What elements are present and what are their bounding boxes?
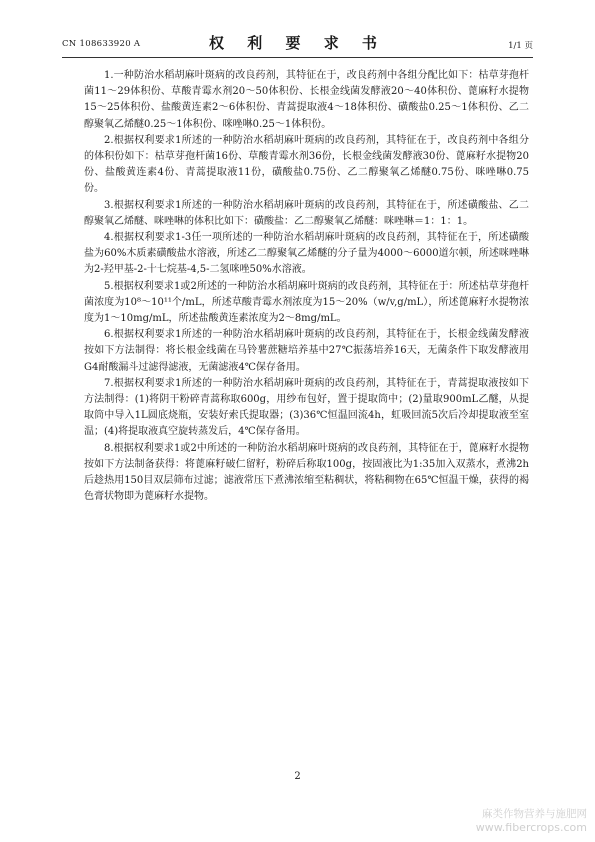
claim-2: 2.根据权利要求1所述的一种防治水稻胡麻叶斑病的改良药剂，其特征在于，改良药剂中各组分的体积份如下：枯草芽孢杆菌16份、草酸青霉水剂36份，长根金线菌发酵液30份、蓖麻籽水提物20份、盐酸黄连素4份、青蒿提取液11份，磺酸盐0.75份、乙二醇聚氧乙烯醚0.75份、咪唑啉0.75份。 xyxy=(84,134,529,195)
site-watermark xyxy=(476,807,587,835)
claim-4: 4.根据权利要求1-3任一项所述的一种防治水稻胡麻叶斑病的改良药剂，其特征在于，所述磺酸盐为60%木质素磺酸盐水溶液，所述乙二醇聚氧乙烯醚的分子量为4000～6000道尔顿，所述咪唑啉为2-羟甲基-2-十七烷基-4,5-二氢咪唑50%水溶液。 xyxy=(84,232,529,276)
page-number: 2 xyxy=(294,771,301,782)
claim-3: 3.根据权利要求1所述的一种防治水稻胡麻叶斑病的改良药剂，其特征在于，所述磺酸盐、乙二醇聚氧乙烯醚、咪唑啉的体积比如下：磺酸盐：乙二醇聚氧乙烯醚：咪唑啉＝1：1：1。 xyxy=(84,199,529,227)
page-header xyxy=(62,30,533,56)
claim-1: 1.一种防治水稻胡麻叶斑病的改良药剂，其特征在于，改良药剂中各组分配比如下：枯草芽孢杆菌11～29体积份、草酸青霉水剂20～50体积份、长根金线菌发酵液20～40体积份、蓖麻籽水提物15～25体积份、盐酸黄连素2～6体积份、青蒿提取液4～18体积份、磺酸盐0.25～1体积份、乙二醇聚氧乙烯醚0.25～1体积份、咪唑啉0.25～1体积份。 xyxy=(84,70,529,130)
watermark-url: www.fibercrops.com xyxy=(475,821,587,834)
claims-body xyxy=(84,68,529,505)
watermark-name: 麻类作物营养与施肥网 xyxy=(482,808,587,820)
claim-6: 6.根据权利要求1所述的一种防治水稻胡麻叶斑病的改良药剂，其特征在于，长根金线菌发酵液按如下方法制得：将长根金线菌在马铃薯蔗糖培养基中27℃振荡培养16天，无菌条件下取发酵液用G4耐酸漏斗过滤得滤液，无菌滤液4℃保存备用。 xyxy=(84,329,529,373)
document-number: CN 108633920 A xyxy=(62,39,141,49)
header-divider xyxy=(62,57,533,58)
claim-8: 8.根据权利要求1或2中所述的一种防治水稻胡麻叶斑病的改良药剂，其特征在于，蓖麻籽水提物按如下方法制备获得：将蓖麻籽破仁留籽，粉碎后称取100g，按固液比为1:35加入双蒸水，煮沸2h后趁热用150目双层筛布过滤；滤液常压下煮沸浓缩至粘稠状，将粘稠物在65℃恒温干燥，获得的褐色膏状物即为蓖麻籽水提物。 xyxy=(84,442,529,503)
claim-7: 7.根据权利要求1所述的一种防治水稻胡麻叶斑病的改良药剂，其特征在于，青蒿提取液按如下方法制得：(1)将阴干粉碎青蒿称取600g，用纱布包好，置于提取筒中；(2)量取900mL乙醚，从提取筒中导入1L圆底烧瓶，安装好索氏提取器；(3)36℃恒温回流4h，虹吸回流5次后冷却提取液至室温；(4)将提取液真空旋转蒸发后，4℃保存备用。 xyxy=(84,377,529,438)
page-indicator: 1/1 页 xyxy=(508,41,533,51)
claim-5: 5.根据权利要求1或2所述的一种防治水稻胡麻叶斑病的改良药剂，其特征在于：所述枯草芽孢杆菌浓度为10⁸～10¹¹个/mL，所述草酸青霉水剂浓度为15～20%（w/v,g/mL），所述蓖麻籽水提物浓度为1～10mg/mL，所述盐酸黄连素浓度为2～8mg/mL。 xyxy=(84,280,529,325)
document-title: 权 利 要 求 书 xyxy=(209,34,386,52)
